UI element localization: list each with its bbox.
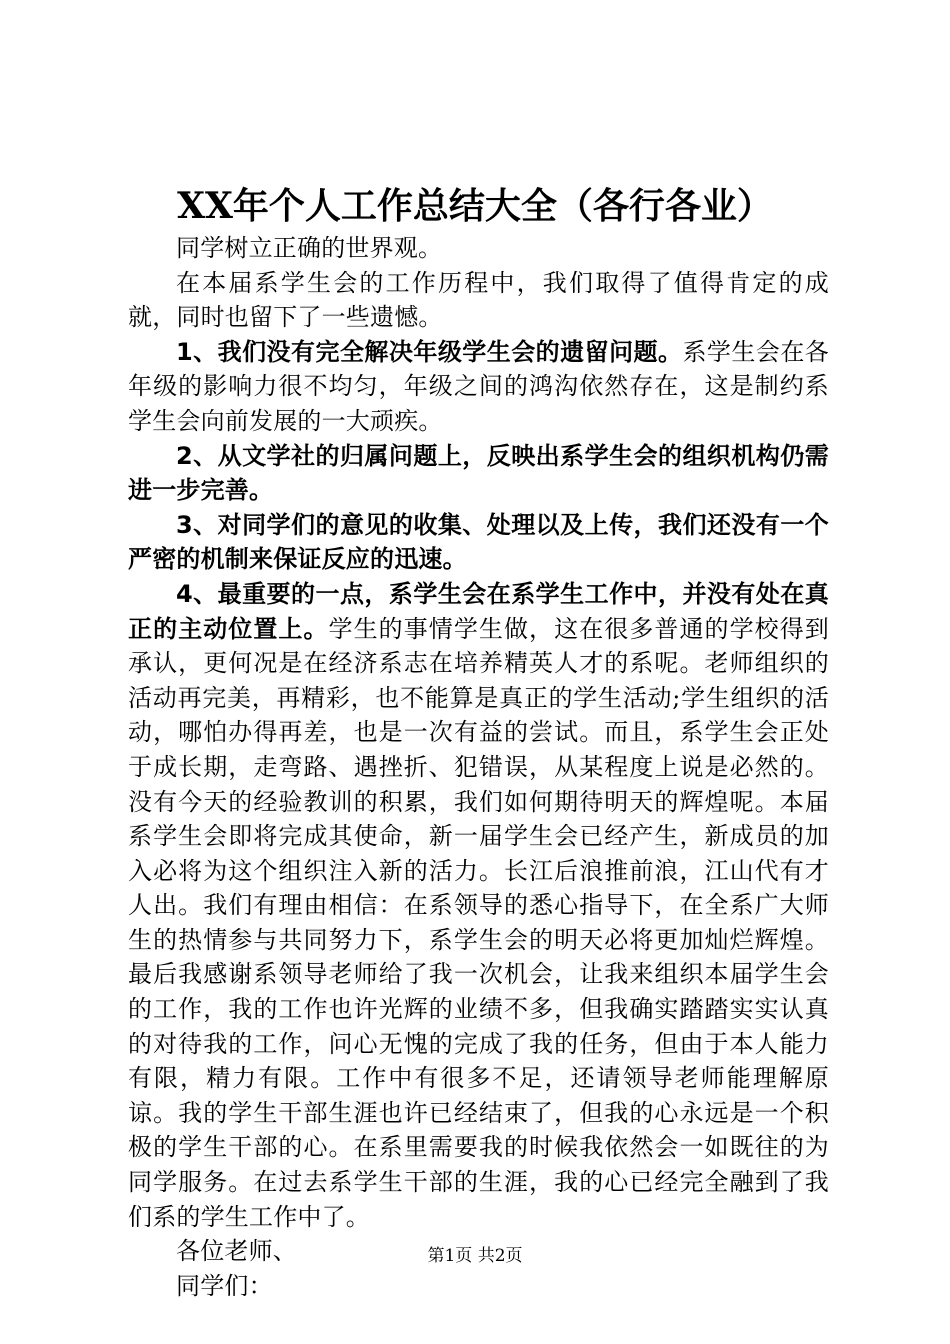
paragraph-text: 系学生会在各年级的影响力很不均匀，年级之间的鸿沟依然存在，这是制约系学生会向前发展的一大顽疾。 (128, 337, 829, 435)
page-footer: 第1页 共2页 (427, 1246, 523, 1266)
paragraph (128, 335, 829, 439)
document-body (128, 231, 829, 1303)
paragraph (128, 1269, 829, 1304)
paragraph-text: 同学们： (176, 1271, 273, 1300)
paragraph-text: 各位老师、 (176, 1237, 297, 1266)
paragraph (128, 577, 829, 1234)
paragraph (128, 231, 829, 266)
paragraph-text: 在本届系学生会的工作历程中，我们取得了值得肯定的成就，同时也留下了一些遗憾。 (128, 268, 829, 332)
paragraph (128, 266, 829, 335)
paragraph-text: 学生的事情学生做，这在很多普通的学校得到承认，更何况是在经济系志在培养精英人才的系呢。老师组织的活动再完美，再精彩，也不能算是真正的学生活动;学生组织的活动，哪怕办得再差，也是一次有益的尝试。而且，系学生会正处于成长期，走弯路、遇挫折、犯错误，从某程度上说是必然的。没有今天的经验教训的积累，我们如何期待明天的辉煌呢。本届系学生会即将完成其使命，新一届学生会已经产生，新成员的加入必将为这个组织注入新的活力。长江后浪推前浪，江山代有才人出。我们有理由相信：在系领导的悉心指导下，在全系广大师生的热情参与共同努力下，系学生会的明天必将更加灿烂辉煌。最后我感谢系领导老师给了我一次机会，让我来组织本届学生会的工作，我的工作也许光辉的业绩不多，但我确实踏踏实实认真的对待我的工作，问心无愧的完成了我的任务，但由于本人能力有限，精力有限。工作中有很多不足，还请领导老师能理解原谅。我的学生干部生涯也许已经结束了，但我的心永远是一个积极的学生干部的心。在系里需要我的时候我依然会一如既往的为同学服务。在过去系学生干部的生涯，我的心已经完全融到了我们系的学生工作中了。 (128, 614, 829, 1231)
paragraph-lead: 2、从文学社的归属问题上，反映出系学生会的组织机构仍需进一步完善。 (128, 441, 829, 505)
document-title: XX年个人工作总结大全（各行各业） (177, 185, 773, 227)
paragraph-text: 同学树立正确的世界观。 (176, 234, 443, 262)
paragraph (128, 439, 829, 508)
paragraph-lead: 1、我们没有完全解决年级学生会的遗留问题。 (176, 337, 683, 366)
paragraph-lead: 3、对同学们的意见的收集、处理以及上传，我们还没有一个严密的机制来保证反应的迅速。 (128, 510, 829, 574)
paragraph (128, 508, 829, 577)
paragraph-lead: 4、最重要的一点，系学生会在系学生工作中，并没有处在真正的主动位置上。 (128, 579, 829, 643)
